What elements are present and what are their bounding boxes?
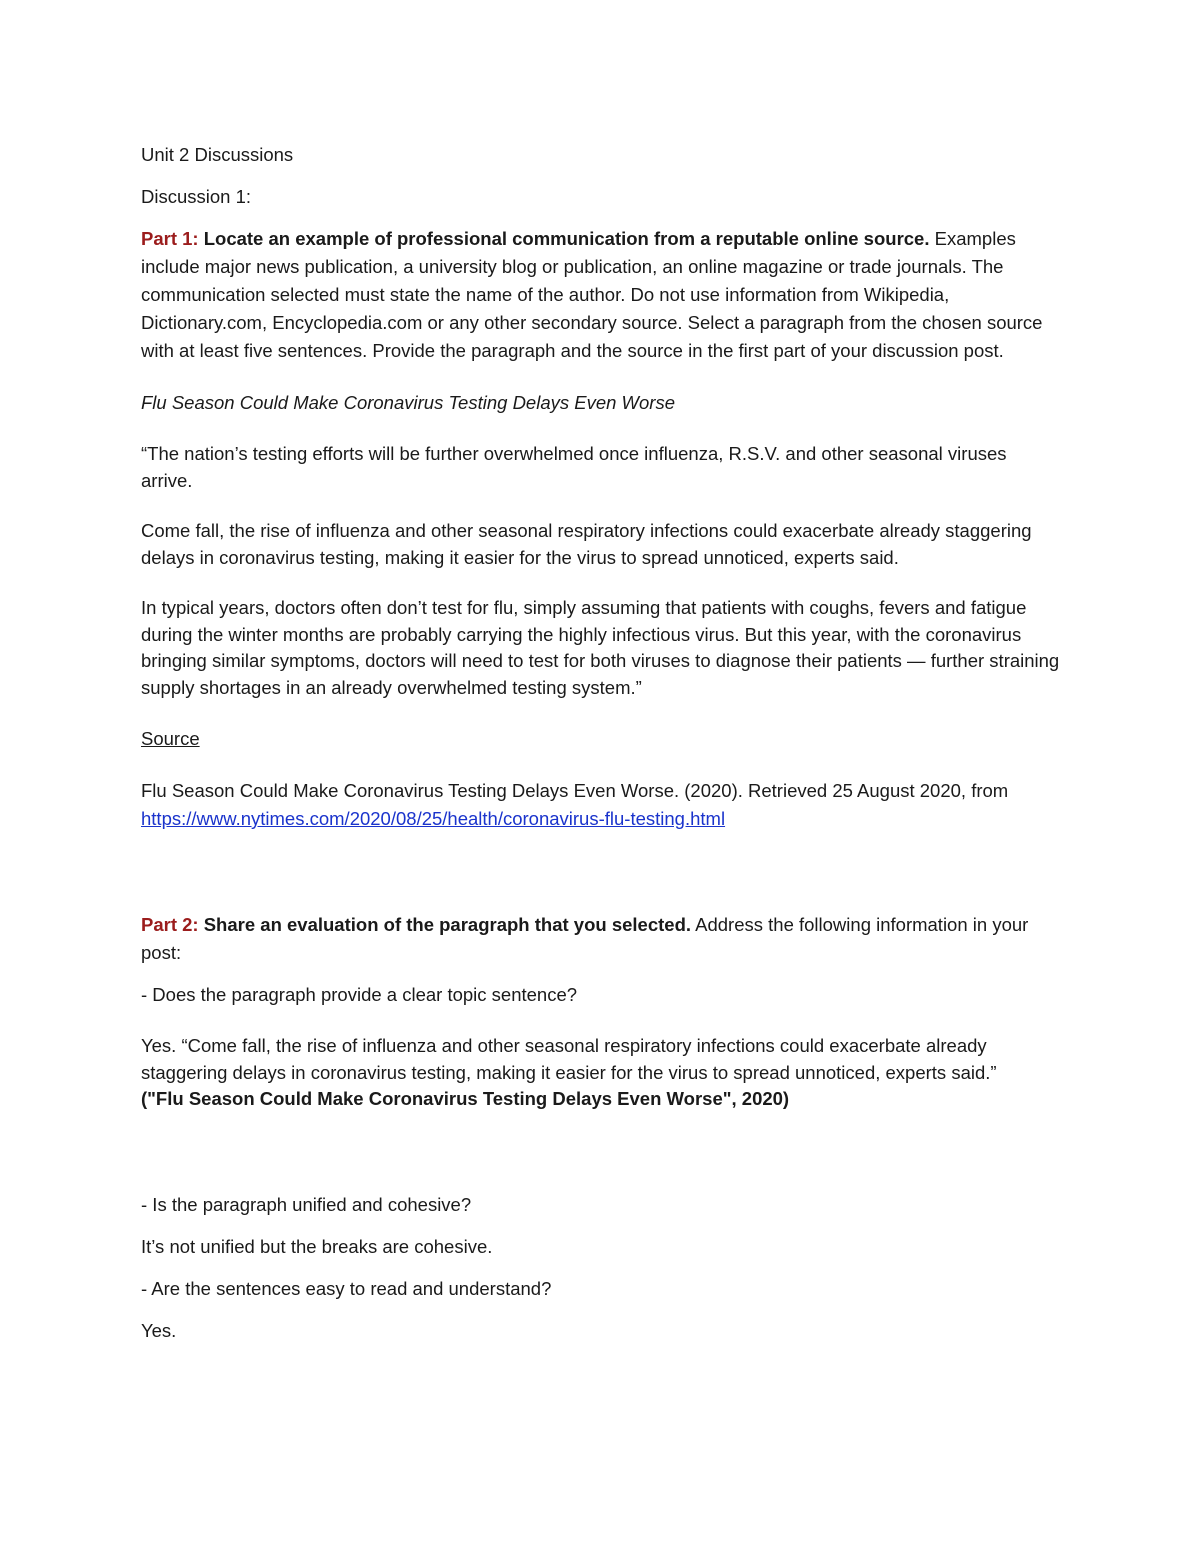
quote-paragraph-1: “The nation’s testing efforts will be further overwhelmed once influenza, R.S.V. and other seasonal viruses arrive. [141,443,1007,491]
document-title: Unit 2 Discussions [141,144,294,165]
part2-body: Address the following information in your post: [141,914,1029,963]
source-link[interactable]: https://www.nytimes.com/2020/08/25/health/coronavirus-flu-testing.html [141,808,726,829]
article-title: Flu Season Could Make Coronavirus Testing Delays Even Worse [141,392,676,413]
answer-1-citation: ("Flu Season Could Make Coronavirus Testing Delays Even Worse", 2020) [141,1088,790,1109]
part2-paragraph [141,911,1061,967]
part1-body: Examples include major news publication, a university blog or publication, an online magazine or trade journals. The communication selected must state the name of the author. Do not use information from Wikipedia, Dictionary.com, Encyclopedia.com or any other secondary source. Select a paragraph from the chosen source with at least five sentences. Provide the paragraph and the source in the first part of your discussion post. [141,228,1043,361]
answer-1-text: Yes. “Come fall, the rise of influenza and other seasonal respiratory infections could exacerbate already staggering delays in coronavirus testing, making it easier for the virus to spread unnoticed, experts said.” [141,1035,997,1083]
answer-3: Yes. [141,1319,177,1341]
quote-paragraph-2: Come fall, the rise of influenza and other seasonal respiratory infections could exacerbate already staggering delays in coronavirus testing, making it easier for the virus to spread unnoticed, experts said. [141,520,1032,568]
source-heading: Source [141,728,200,749]
part1-label: Part 1: [141,228,199,249]
answer-2: It’s not unified but the breaks are cohesive. [141,1235,493,1257]
question-1: - Does the paragraph provide a clear topic sentence? [141,984,578,1005]
part1-paragraph [141,225,1061,365]
part2-label: Part 2: [141,914,199,935]
answer-1 [141,1033,1061,1113]
quote-paragraph-3: In typical years, doctors often don’t test for flu, simply assuming that patients with coughs, fevers and fatigue during the winter months are probably carrying the highly infectious virus. But this year, with the coronavirus bringing similar symptoms, doctors will need to test for both viruses to diagnose their patients — further straining supply shortages in an already overwhelmed testing system.” [141,597,1060,698]
source-citation [141,777,1061,833]
document-page [141,141,1061,1359]
question-3: - Are the sentences easy to read and understand? [141,1277,552,1299]
part2-instruction: Share an evaluation of the paragraph that you selected. [198,914,692,935]
discussion-label: Discussion 1: [141,186,252,207]
source-citation-text: Flu Season Could Make Coronavirus Testing Delays Even Worse. (2020). Retrieved 25 August 2020, from [141,780,1009,801]
part1-instruction: Locate an example of professional communication from a reputable online source. [198,228,930,249]
question-2: - Is the paragraph unified and cohesive? [141,1193,472,1215]
